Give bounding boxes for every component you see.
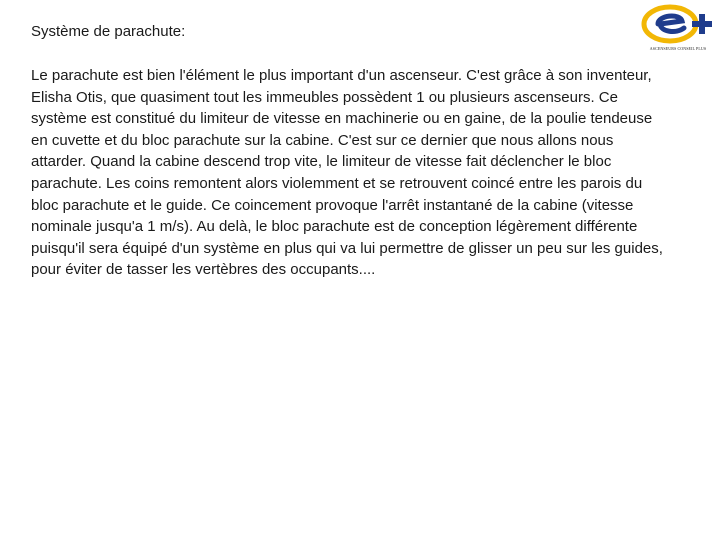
logo-caption: ASCENSEURS CONSEIL PLUS (649, 46, 707, 51)
slide-body-text: Le parachute est bien l'élément le plus important d'un ascenseur. C'est grâce à son inventeur, Elisha Otis, que quasiment tout les immeubles possèdent 1 ou plusieurs ascenseurs. Ce système est constitué du limiteur de vitesse en machinerie ou en gaine, de la poulie tendeuse en cuvette et du bloc parachute sur la cabine. C'est sur ce dernier que nous allons nous attarder. Quand la cabine descend trop vite, le limiteur de vitesse fait déclencher le bloc parachute. Les coins remontent alors violemment et se retrouvent coincé entre les parois du bloc parachute et le guide. Ce coincement provoque l'arrêt instantané de la cabine (vitesse nominale jusqu'a 1 m/s). Au delà, le bloc parachute est de conception légèrement différente puisqu'il sera équipé d'un système en plus qui va lui permettre de glisser un peu sur les guides, pour éviter de tasser les vertèbres des occupants.... (31, 67, 663, 279)
company-logo-icon (640, 2, 716, 46)
company-logo (640, 2, 716, 54)
slide-title: Système de parachute: (31, 23, 186, 40)
